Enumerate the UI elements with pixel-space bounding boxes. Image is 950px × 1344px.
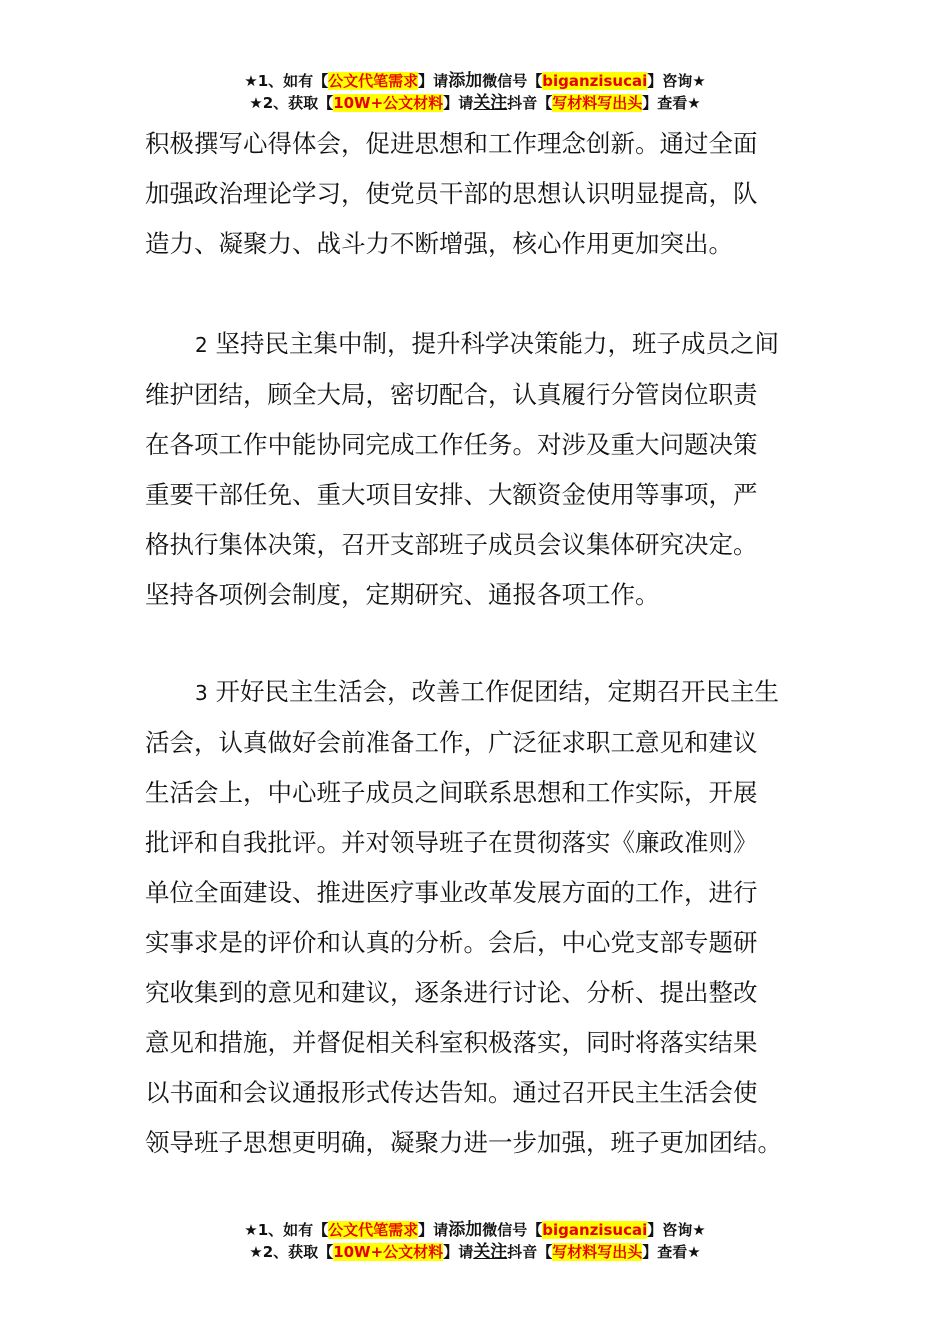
paragraph-2-line: 格执行集体决策，召开支部班子成员会议集体研究决定。 (145, 530, 758, 559)
header-line-2-suffix: 】查看★ (642, 94, 701, 112)
header-line-1-prefix: ★1、如有【 (244, 72, 329, 90)
paragraph-2 (145, 319, 810, 620)
header-line-2-mid2: 抖音【 (507, 94, 553, 112)
header-line-2-mid: 】请 (443, 94, 474, 112)
header-line-1-emphasis: 添加 (448, 71, 483, 91)
footer-line-2-mid: 】请 (443, 1243, 474, 1261)
header-line-2-highlight-douyin: 写材料写出头 (552, 94, 643, 112)
footer-line-1-mid: 】请 (418, 1221, 449, 1239)
paragraph-2-line: 在各项工作中能协同完成工作任务。对涉及重大问题决策 (145, 430, 758, 459)
header-line-2-highlight-materials: 10W+公文材料 (333, 94, 444, 112)
footer-line-2-emphasis: 关注 (473, 1242, 508, 1262)
paragraph-2-line: 坚持各项例会制度，定期研究、通报各项工作。 (145, 580, 660, 609)
paragraph-3-number: 3 (195, 681, 208, 705)
paragraph-2-first-line (145, 319, 810, 370)
paragraph-3-line: 活会，认真做好会前准备工作，广泛征求职工意见和建议 (145, 728, 758, 757)
paragraph-1-line: 积极撰写心得体会，促进思想和工作理念创新。通过全面 (145, 129, 758, 158)
header-line-1-highlight-service: 公文代笔需求 (328, 72, 419, 90)
footer-line-1-emphasis: 添加 (448, 1220, 483, 1240)
paragraph-1-line: 加强政治理论学习，使党员干部的思想认识明显提高，队 (145, 179, 758, 208)
paragraph-1 (145, 119, 810, 269)
paragraph-3-line: 意见和措施，并督促相关科室积极落实，同时将落实结果 (145, 1028, 758, 1057)
paragraph-3-line: 究收集到的意见和建议，逐条进行讨论、分析、提出整改 (145, 978, 758, 1007)
footer-line-2-highlight-materials: 10W+公文材料 (333, 1243, 444, 1261)
paragraph-3-line: 单位全面建设、推进医疗事业改革发展方面的工作，进行 (145, 878, 758, 907)
header-line-1-suffix: 】咨询★ (647, 72, 706, 90)
footer-line-1-highlight-wechat: biganzisucai (542, 1221, 648, 1239)
paragraph-3-line: 实事求是的评价和认真的分析。会后，中心党支部专题研 (145, 928, 758, 957)
paragraph-3-first-line (145, 667, 810, 718)
header-line-1-mid2: 微信号【 (482, 72, 543, 90)
header-line-1-highlight-wechat: biganzisucai (542, 72, 648, 90)
header-line-2-emphasis: 关注 (473, 93, 508, 113)
footer-line-1-prefix: ★1、如有【 (244, 1221, 329, 1239)
footer-line-2-mid2: 抖音【 (507, 1243, 553, 1261)
paragraph-3 (145, 667, 810, 1168)
footer-banner (0, 1219, 950, 1263)
footer-line-2-prefix: ★2、获取【 (249, 1243, 334, 1261)
paragraph-3-line: 开好民主生活会，改善工作促团结，定期召开民主生 (215, 677, 780, 706)
paragraph-2-line: 维护团结，顾全大局，密切配合，认真履行分管岗位职责 (145, 380, 758, 409)
footer-line-2-highlight-douyin: 写材料写出头 (552, 1243, 643, 1261)
paragraph-2-line: 重要干部任免、重大项目安排、大额资金使用等事项，严 (145, 480, 758, 509)
paragraph-2-line: 坚持民主集中制，提升科学决策能力，班子成员之间 (215, 329, 780, 358)
header-line-2 (0, 92, 950, 114)
paragraph-2-number: 2 (195, 333, 208, 357)
footer-line-1-highlight-service: 公文代笔需求 (328, 1221, 419, 1239)
header-line-2-prefix: ★2、获取【 (249, 94, 334, 112)
footer-line-1 (0, 1219, 950, 1241)
header-banner (0, 70, 950, 114)
footer-line-2-suffix: 】查看★ (642, 1243, 701, 1261)
footer-line-2 (0, 1241, 950, 1263)
header-line-1-mid: 】请 (418, 72, 449, 90)
paragraph-3-line: 生活会上，中心班子成员之间联系思想和工作实际，开展 (145, 778, 758, 807)
paragraph-3-line: 批评和自我批评。并对领导班子在贯彻落实《廉政准则》 (145, 828, 758, 857)
paragraph-1-line: 造力、凝聚力、战斗力不断增强，核心作用更加突出。 (145, 229, 733, 258)
paragraph-3-line: 以书面和会议通报形式传达告知。通过召开民主生活会使 (145, 1078, 758, 1107)
footer-line-1-mid2: 微信号【 (482, 1221, 543, 1239)
footer-line-1-suffix: 】咨询★ (647, 1221, 706, 1239)
paragraph-3-line: 领导班子思想更明确，凝聚力进一步加强，班子更加团结。 (145, 1128, 782, 1157)
header-line-1 (0, 70, 950, 92)
